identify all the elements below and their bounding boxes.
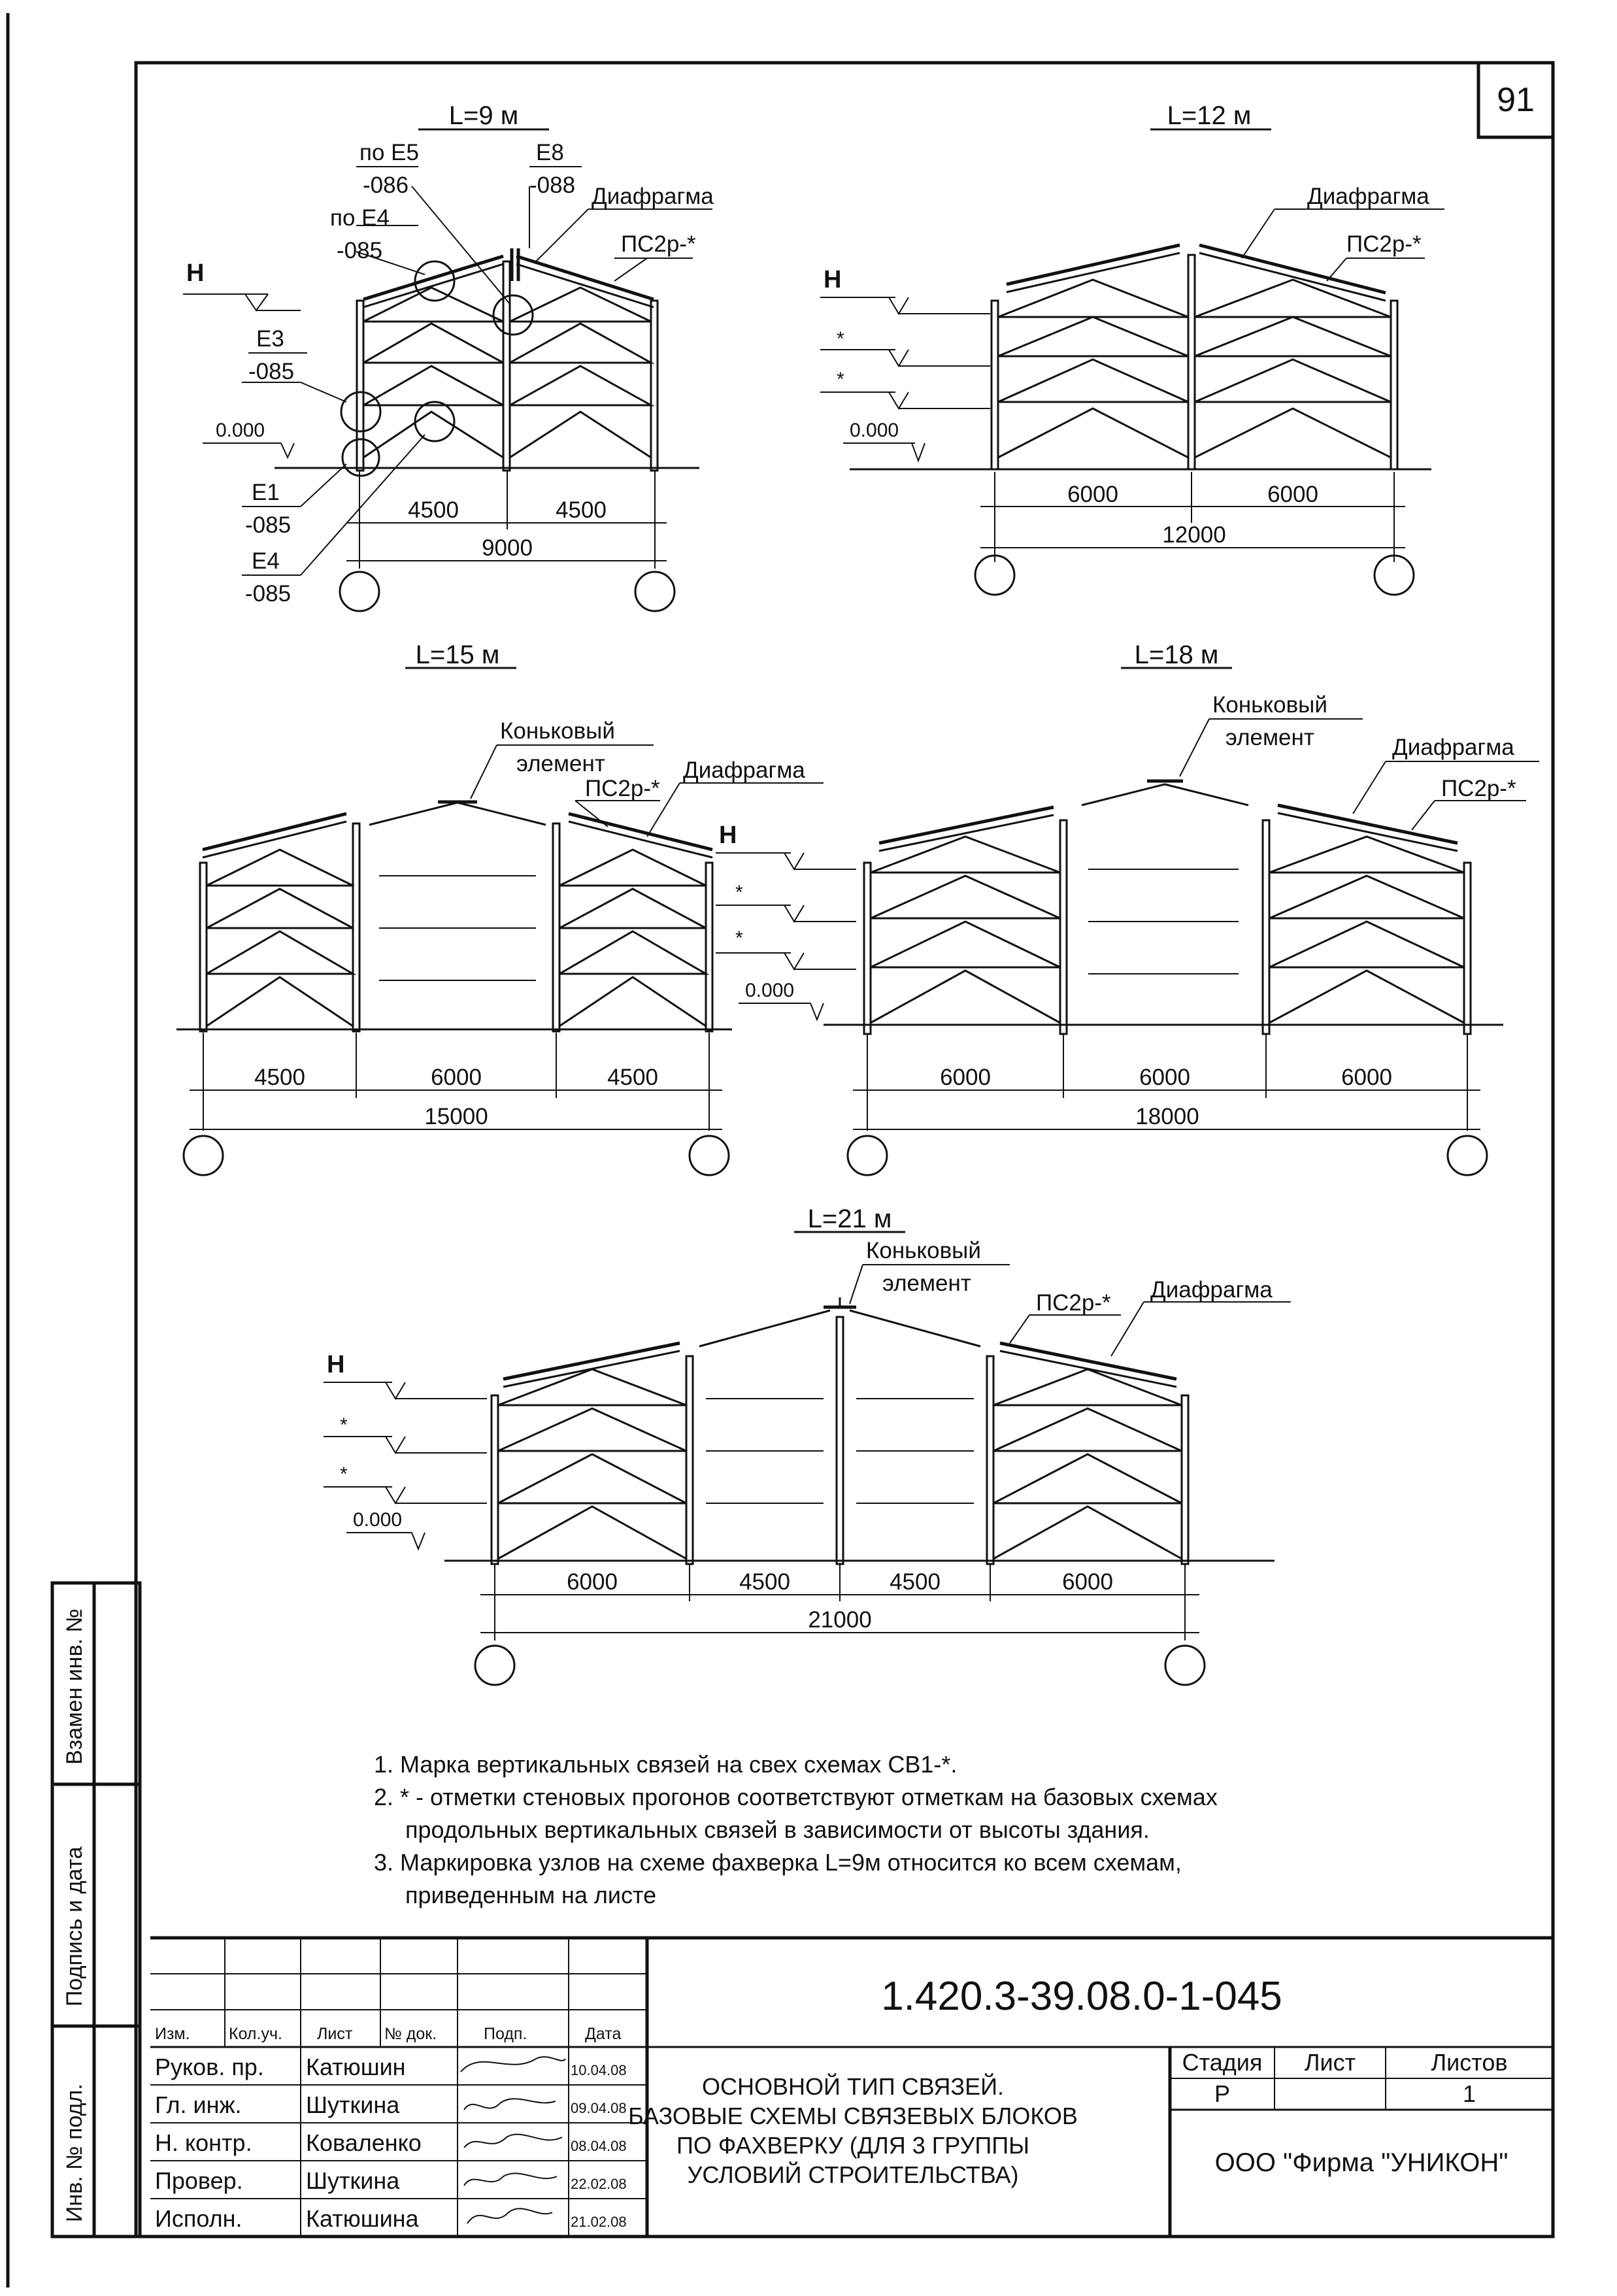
sheet-number: 91 <box>1497 81 1535 119</box>
scheme-l12 <box>820 101 1444 595</box>
hdr-podp: Подп. <box>484 2025 527 2043</box>
l12-label-zero: 0.000 <box>850 420 899 441</box>
side-zamen-label: Взамен инв. № <box>62 1608 87 1765</box>
row3-date: 08.04.08 <box>571 2138 627 2154</box>
side-podpis-label: Подпись и дата <box>62 1846 87 2006</box>
l9-label-n085b: -085 <box>248 359 295 384</box>
row4-name: Шуткина <box>306 2167 400 2194</box>
company-name: ООО "Фирма "УНИКОН" <box>1214 2148 1509 2177</box>
hdr-data: Дата <box>585 2025 622 2043</box>
l15-label-diaf: Диафрагма <box>683 757 805 783</box>
l18-label-star2: * <box>735 927 743 949</box>
l21-dim-1: 6000 <box>567 1569 618 1595</box>
row5-date: 21.02.08 <box>571 2214 627 2230</box>
row2-date: 09.04.08 <box>571 2100 627 2116</box>
scheme-l12-title: L=12 м <box>1167 101 1252 130</box>
l15-dim-total: 15000 <box>424 1104 488 1129</box>
l21-label-star2: * <box>340 1463 348 1485</box>
l9-label-n088: -088 <box>529 173 576 198</box>
note-3: 3. Маркировка узлов на схеме фахверка L=9м относится ко всем схемам, <box>374 1849 1182 1876</box>
row2-name: Шуткина <box>306 2091 400 2118</box>
doc-title-3: ПО ФАХВЕРКУ (ДЛЯ 3 ГРУППЫ <box>676 2132 1029 2159</box>
l9-dim-total: 9000 <box>482 535 533 561</box>
note-2-cont: продольных вертикальных связей в зависимости от высоты здания. <box>405 1816 1150 1843</box>
l21-label-h: Н <box>327 1351 345 1378</box>
stage-value: Р <box>1214 2080 1231 2107</box>
hdr-koluch: Кол.уч. <box>229 2025 282 2043</box>
scheme-l21-title: L=21 м <box>807 1205 892 1233</box>
l21-label-ps: ПС2р-* <box>1036 1290 1111 1316</box>
l21-label-star1: * <box>340 1414 348 1436</box>
row4-date: 22.02.08 <box>571 2176 627 2192</box>
l21-dim-3: 4500 <box>890 1569 941 1595</box>
l12-label-ps: ПС2р-* <box>1346 231 1422 257</box>
scheme-l9-title: L=9 м <box>448 101 519 130</box>
l12-dim-2: 6000 <box>1267 482 1318 507</box>
l15-label-konek2: элемент <box>516 751 605 776</box>
l21-dim-2: 4500 <box>739 1569 790 1595</box>
row1-name: Катюшин <box>306 2054 406 2080</box>
l9-label-poE4: по Е4 <box>330 205 390 231</box>
l18-label-star1: * <box>735 882 743 903</box>
hdr-list: Лист <box>317 2025 353 2043</box>
l9-label-n085a: -085 <box>337 238 383 263</box>
l21-dim-total: 21000 <box>808 1607 872 1633</box>
l9-label-n086: -086 <box>363 173 409 198</box>
scheme-l15 <box>176 641 824 1175</box>
l18-label-zero: 0.000 <box>745 980 795 1001</box>
l9-label-zero: 0.000 <box>216 420 265 441</box>
row4-role: Провер. <box>155 2167 243 2194</box>
l9-label-ps: ПС2р-* <box>621 231 696 257</box>
l18-label-konek2: элемент <box>1225 725 1314 750</box>
l12-label-h: Н <box>824 266 842 293</box>
row3-name: Коваленко <box>306 2129 422 2156</box>
l15-label-konek1: Коньковый <box>500 718 615 744</box>
l9-label-e8: Е8 <box>536 140 564 165</box>
notes <box>374 1751 1218 1908</box>
l21-label-zero: 0.000 <box>353 1509 403 1531</box>
l18-label-h: Н <box>719 822 737 849</box>
l9-label-diaf: Диафрагма <box>592 184 714 209</box>
l9-label-n085c: -085 <box>245 512 292 538</box>
hdr-izm: Изм. <box>155 2025 190 2043</box>
side-inv-label: Инв. № подл. <box>62 2084 87 2222</box>
note-1: 1. Марка вертикальных связей на свех схемах СВ1-*. <box>374 1751 958 1778</box>
note-2: 2. * - отметки стеновых прогонов соответствуют отметкам на базовых схемах <box>374 1784 1218 1810</box>
title-block <box>150 1938 1553 2237</box>
row3-role: Н. контр. <box>155 2129 252 2156</box>
sheet-header: Лист <box>1304 2049 1356 2076</box>
l18-label-konek1: Коньковый <box>1212 692 1327 718</box>
scheme-l15-title: L=15 м <box>415 641 500 669</box>
l18-dim-2: 6000 <box>1139 1065 1190 1090</box>
l9-dim-2: 4500 <box>556 497 607 523</box>
l12-label-diaf: Диафрагма <box>1307 184 1429 209</box>
scheme-l9 <box>183 101 714 611</box>
l18-dim-total: 18000 <box>1135 1104 1199 1129</box>
l21-label-diaf: Диафрагма <box>1150 1277 1273 1303</box>
document-code: 1.420.3-39.08.0-1-045 <box>881 1974 1282 2019</box>
row5-name: Катюшина <box>306 2205 419 2232</box>
l9-label-e3: Е3 <box>256 326 284 352</box>
doc-title-1: ОСНОВНОЙ ТИП СВЯЗЕЙ. <box>701 2073 1005 2100</box>
l12-label-star2: * <box>837 369 844 390</box>
l9-label-e4: Е4 <box>252 548 280 574</box>
stage-header: Стадия <box>1182 2049 1263 2076</box>
scheme-l18-title: L=18 м <box>1134 641 1219 669</box>
sheets-header: Листов <box>1431 2049 1508 2076</box>
side-stamp <box>52 1583 140 2237</box>
doc-title-4: УСЛОВИЙ СТРОИТЕЛЬСТВА) <box>687 2161 1019 2188</box>
row1-role: Руков. пр. <box>155 2054 264 2080</box>
l21-label-konek2: элемент <box>882 1271 971 1296</box>
l15-dim-3: 4500 <box>607 1065 658 1090</box>
scheme-l18 <box>716 641 1539 1175</box>
hdr-ndok: № док. <box>384 2025 437 2043</box>
l9-label-n085d: -085 <box>245 581 292 607</box>
row2-role: Гл. инж. <box>155 2091 242 2118</box>
l9-dim-1: 4500 <box>408 497 459 523</box>
l21-dim-4: 6000 <box>1062 1569 1113 1595</box>
l9-label-poE5: по Е5 <box>359 140 419 165</box>
l12-label-star1: * <box>837 328 844 350</box>
l15-dim-2: 6000 <box>431 1065 482 1090</box>
row5-role: Исполн. <box>155 2205 242 2232</box>
drawing-frame <box>136 63 1553 2237</box>
l18-label-diaf: Диафрагма <box>1392 735 1514 760</box>
l15-dim-1: 4500 <box>254 1065 305 1090</box>
l9-label-h: Н <box>186 259 205 287</box>
l9-label-e1: Е1 <box>252 480 280 505</box>
l18-label-ps: ПС2р-* <box>1441 776 1516 801</box>
l18-dim-1: 6000 <box>940 1065 991 1090</box>
l12-dim-total: 12000 <box>1162 522 1226 548</box>
l12-dim-1: 6000 <box>1067 482 1118 507</box>
row1-date: 10.04.08 <box>571 2062 627 2078</box>
sheets-value: 1 <box>1462 2080 1476 2107</box>
scheme-l21 <box>324 1205 1291 1685</box>
doc-title-2: БАЗОВЫЕ СХЕМЫ СВЯЗЕВЫХ БЛОКОВ <box>628 2103 1078 2129</box>
note-3-cont: приведенным на листе <box>405 1882 657 1908</box>
l21-label-konek1: Коньковый <box>866 1238 981 1263</box>
sheet-number-box <box>1478 63 1553 137</box>
l18-dim-3: 6000 <box>1341 1065 1392 1090</box>
l15-label-ps: ПС2р-* <box>585 776 660 801</box>
